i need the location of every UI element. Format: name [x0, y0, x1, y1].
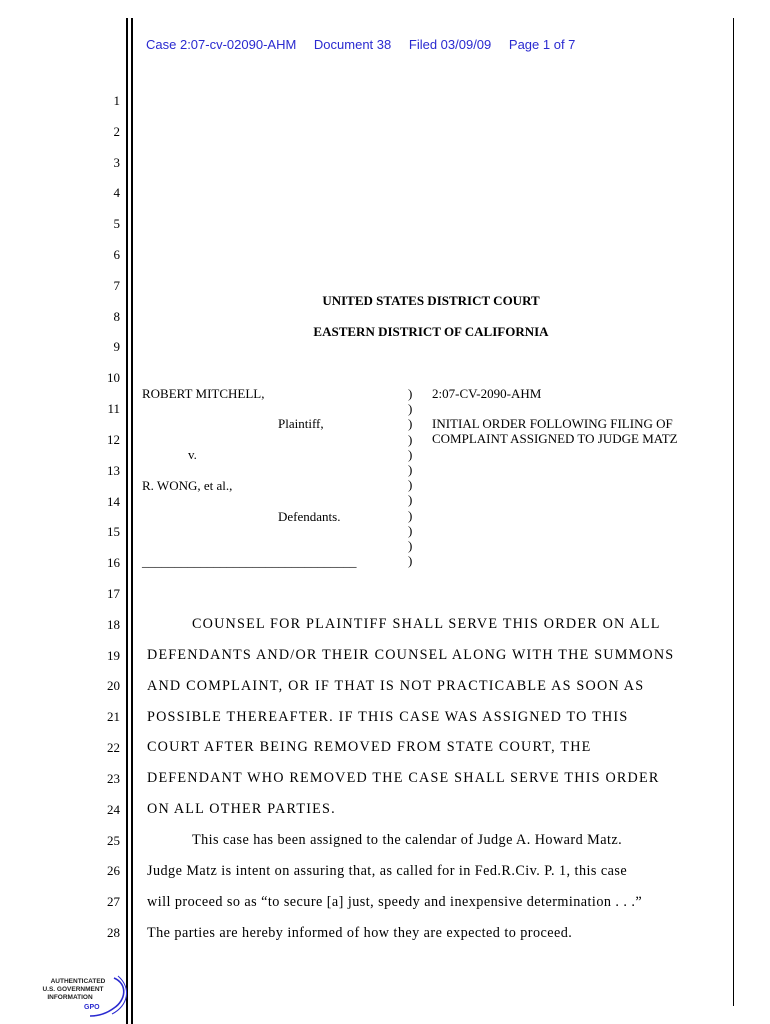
line-number: 8	[113, 309, 120, 324]
notice-line: DEFENDANT WHO REMOVED THE CASE SHALL SERVE THIS ORDER	[147, 770, 660, 786]
gpo-authentication-seal	[28, 974, 132, 1020]
line-number: 16	[107, 555, 120, 570]
line-number: 3	[113, 155, 120, 170]
line-number: 26	[107, 863, 120, 878]
line-number: 6	[113, 247, 120, 262]
line-number: 24	[107, 802, 120, 817]
caption-parentheses: ) ) ) ) ) ) ) ) ) ) ) )	[408, 386, 413, 569]
line-number: 15	[107, 524, 120, 539]
seal-mark: GPO	[84, 1004, 100, 1011]
case-number: 2:07-CV-2090-AHM	[432, 386, 542, 401]
header-document-number: Document 38	[313, 37, 392, 52]
line-number: 22	[107, 740, 120, 755]
seal-line-3: INFORMATION	[47, 994, 93, 1001]
body-line: The parties are hereby informed of how they are expected to proceed.	[147, 925, 573, 941]
header-filed-date: Filed 03/09/09	[408, 37, 492, 52]
line-number: 28	[107, 925, 120, 940]
seal-line-2: U.S. GOVERNMENT	[42, 986, 104, 993]
line-number: 5	[113, 216, 120, 231]
line-number: 1	[113, 93, 120, 108]
body-line: This case has been assigned to the calendar of Judge A. Howard Matz.	[192, 832, 623, 848]
header-page-count: Page 1 of 7	[508, 37, 576, 52]
line-number: 18	[107, 617, 120, 632]
margin-rule-left-outer	[126, 18, 128, 1024]
line-number: 19	[107, 648, 120, 663]
margin-rule-right	[733, 18, 734, 1006]
line-number: 4	[113, 185, 120, 200]
line-number: 12	[107, 432, 120, 447]
line-number: 13	[107, 463, 120, 478]
order-title-line-2: COMPLAINT ASSIGNED TO JUDGE MATZ	[432, 431, 678, 446]
notice-line: POSSIBLE THEREAFTER. IF THIS CASE WAS ASSIGNED TO THIS	[147, 709, 629, 725]
header-case-number: Case 2:07-cv-02090-AHM	[146, 37, 297, 52]
court-name: UNITED STATES DISTRICT COURT	[322, 293, 540, 308]
notice-line: ON ALL OTHER PARTIES.	[147, 801, 336, 817]
notice-line: COUNSEL FOR PLAINTIFF SHALL SERVE THIS ORDER ON ALL	[192, 616, 661, 632]
seal-line-1: AUTHENTICATED	[50, 978, 106, 985]
line-number: 23	[107, 771, 120, 786]
margin-rule-left-inner	[131, 18, 133, 1024]
defendant-role: Defendants.	[278, 509, 341, 524]
plaintiff-name: ROBERT MITCHELL,	[142, 386, 265, 401]
body-line: Judge Matz is intent on assuring that, as called for in Fed.R.Civ. P. 1, this case	[147, 863, 628, 879]
filing-header	[146, 37, 589, 52]
line-number: 10	[107, 370, 120, 385]
notice-line: DEFENDANTS AND/OR THEIR COUNSEL ALONG WITH THE SUMMONS	[147, 647, 675, 663]
line-number: 17	[107, 586, 120, 601]
caption-underline: _________________________________	[142, 554, 357, 569]
notice-line: AND COMPLAINT, OR IF THAT IS NOT PRACTICABLE AS SOON AS	[147, 678, 645, 694]
court-district: EASTERN DISTRICT OF CALIFORNIA	[313, 324, 549, 339]
plaintiff-role: Plaintiff,	[278, 416, 324, 431]
versus-label: v.	[188, 447, 197, 462]
line-number: 25	[107, 833, 120, 848]
line-number: 27	[107, 894, 120, 909]
line-number: 21	[107, 709, 120, 724]
line-number: 20	[107, 678, 120, 693]
line-number: 7	[113, 278, 120, 293]
line-number: 9	[113, 339, 120, 354]
order-title-line-1: INITIAL ORDER FOLLOWING FILING OF	[432, 416, 673, 431]
notice-line: COURT AFTER BEING REMOVED FROM STATE COURT, THE	[147, 739, 592, 755]
defendant-name: R. WONG, et al.,	[142, 478, 233, 493]
body-line: will proceed so as “to secure [a] just, speedy and inexpensive determination . . .”	[147, 894, 643, 910]
line-number: 11	[107, 401, 120, 416]
line-number: 14	[107, 494, 120, 509]
line-number: 2	[113, 124, 120, 139]
